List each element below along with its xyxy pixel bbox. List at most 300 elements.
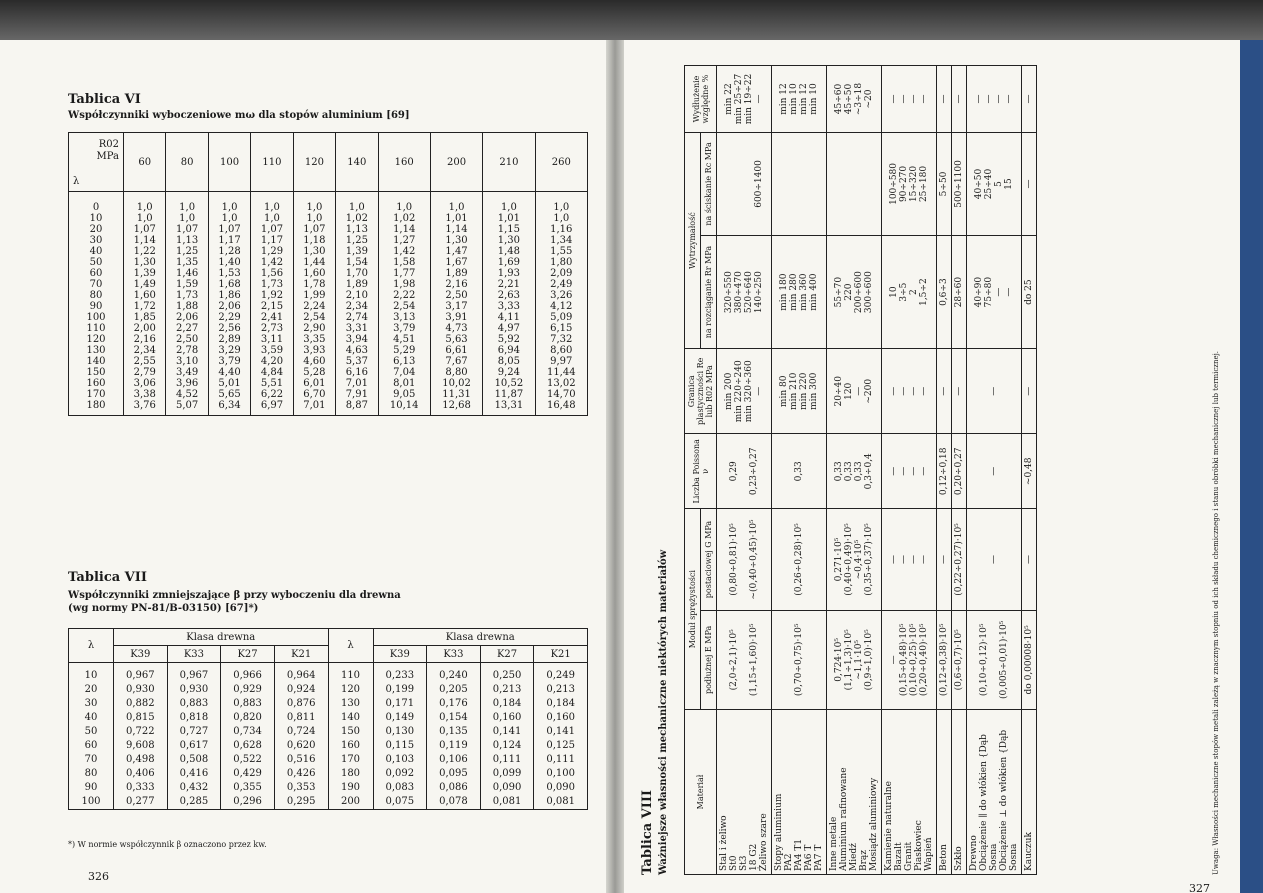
t6-value-cell: 2,50 — [430, 290, 482, 301]
t7-value-cell: 0,429 — [221, 767, 275, 781]
t6-value-cell: 2,00 — [124, 323, 166, 334]
t6-value-cell: 3,93 — [293, 345, 335, 356]
t6-value-cell: 1,34 — [535, 235, 587, 246]
t7-value-cell: 0,160 — [480, 711, 534, 725]
t6-value-cell: 2,34 — [336, 301, 378, 312]
table-viii-note: Uwaga: Własności mechaniczne stopów metali zależą w znacznym stopniu od ich składu chemicznego i stanu obróbki mechanicznej lub termicznej. — [1212, 350, 1220, 875]
left-page — [0, 40, 606, 893]
t6-value-cell: 1,14 — [378, 224, 430, 235]
t8-h-wytrzymalosc: Wytrzymałość — [685, 133, 701, 349]
right-page — [624, 40, 1240, 893]
t6-value-cell: 1,07 — [166, 224, 208, 235]
table-viii — [684, 65, 1037, 875]
t6-value-cell: 1,01 — [430, 213, 482, 224]
t6-value-cell: 3,96 — [166, 378, 208, 389]
t6-value-cell: 8,60 — [535, 345, 587, 356]
t6-col-header: 210 — [483, 133, 535, 192]
t6-value-cell: 1,78 — [293, 279, 335, 290]
t6-value-cell: 7,32 — [535, 334, 587, 345]
t8-material-cell: Drewno Obciążenie ∥ do włókien {Dąb Sosna Obciążenie ⊥ do włókien {Dąb Sosna — [967, 710, 1022, 875]
t8-e-cell: — (0,15÷0,48)·10⁵ (0,10÷0,25)·10⁵ (0,20÷0,40)·10⁵ — [882, 610, 937, 709]
t6-value-cell: 1,0 — [535, 192, 587, 214]
t6-value-cell: 1,48 — [483, 246, 535, 257]
table-row — [69, 268, 588, 279]
t6-value-cell: 2,21 — [483, 279, 535, 290]
t6-value-cell: 8,80 — [430, 367, 482, 378]
table-row — [69, 725, 588, 739]
t8-g-cell: — — [937, 509, 952, 610]
t8-granica-cell: min 80 min 210 min 220 min 300 — [772, 349, 827, 434]
t8-rozciag-cell: 10 3÷5 2 1,5÷2 — [882, 235, 937, 348]
t6-value-cell: 3,31 — [336, 323, 378, 334]
t8-granica-cell: 20÷40 120 — ~200 — [827, 349, 882, 434]
t6-value-cell: 1,14 — [124, 235, 166, 246]
t8-rozciag-cell: 28÷60 — [952, 235, 967, 348]
page-number-right: 327 — [1189, 882, 1210, 893]
t8-poisson-cell: — — [967, 434, 1022, 509]
t7-value-cell: 0,811 — [274, 711, 328, 725]
t6-value-cell: 2,15 — [251, 301, 293, 312]
t6-value-cell: 3,13 — [378, 312, 430, 323]
table-row — [69, 711, 588, 725]
t7-value-cell: 0,295 — [274, 795, 328, 810]
t6-value-cell: 1,27 — [378, 235, 430, 246]
t6-lambda-cell: 10 — [69, 213, 124, 224]
corner-unit: MPa — [96, 151, 119, 162]
t6-value-cell: 1,89 — [430, 268, 482, 279]
t7-lambda-cell: 10 — [69, 663, 114, 684]
t7-lambda-cell: 110 — [328, 663, 373, 684]
t8-e-cell: (0,12÷0,38)·10⁵ — [937, 610, 952, 709]
t8-g-cell: (0,80÷0,81)·10⁵ ~(0,40÷0,45)·10⁵ — [717, 509, 772, 610]
t7-value-cell: 0,095 — [427, 767, 481, 781]
t7-value-cell: 0,734 — [221, 725, 275, 739]
t8-h-granica: Granica plastyczności Re lub R02 MPa — [685, 349, 717, 434]
t6-value-cell: 1,35 — [166, 257, 208, 268]
t6-value-cell: 11,44 — [535, 367, 587, 378]
t6-value-cell: 5,09 — [535, 312, 587, 323]
rotated-table-viii-area — [624, 40, 1240, 893]
table-row — [967, 66, 1022, 875]
table-row — [69, 301, 588, 312]
t7-value-cell: 0,508 — [167, 753, 221, 767]
corner-r02: R02 — [98, 139, 119, 150]
t6-value-cell: 6,97 — [251, 400, 293, 416]
t6-value-cell: 2,10 — [336, 290, 378, 301]
t7-value-cell: 0,722 — [114, 725, 168, 739]
t7-value-cell: 0,250 — [480, 663, 534, 684]
table-row — [827, 66, 882, 875]
t6-value-cell: 1,28 — [208, 246, 250, 257]
t7-value-cell: 0,355 — [221, 781, 275, 795]
t7-value-cell: 0,184 — [534, 697, 588, 711]
t6-value-cell: 1,58 — [378, 257, 430, 268]
t8-h-sciskanie: na ściskanie Rc MPa — [701, 133, 717, 236]
table-row — [69, 334, 588, 345]
t7-value-cell: 0,078 — [427, 795, 481, 810]
t6-value-cell: 1,70 — [336, 268, 378, 279]
t7-value-cell: 0,815 — [114, 711, 168, 725]
table-row — [772, 66, 827, 875]
t8-sciskanie-cell: 600÷1400 — [717, 133, 772, 236]
t8-h-e: podłużnej E MPa — [701, 610, 717, 709]
t6-value-cell: 1,44 — [293, 257, 335, 268]
t8-sciskanie-cell — [772, 133, 827, 236]
t6-value-cell: 2,55 — [124, 356, 166, 367]
t7-value-cell: 0,883 — [221, 697, 275, 711]
t8-granica-cell: — — [952, 349, 967, 434]
t6-lambda-cell: 140 — [69, 356, 124, 367]
table-row — [717, 66, 772, 875]
table-row — [69, 246, 588, 257]
t6-value-cell: 1,86 — [208, 290, 250, 301]
t6-value-cell: 5,92 — [483, 334, 535, 345]
t7-value-cell: 0,924 — [274, 683, 328, 697]
t6-value-cell: 2,63 — [483, 290, 535, 301]
t8-wydluzenie-cell: — — — — — [882, 66, 937, 133]
t6-value-cell: 1,93 — [483, 268, 535, 279]
t6-value-cell: 9,05 — [378, 389, 430, 400]
table-row — [69, 781, 588, 795]
t6-value-cell: 2,06 — [208, 301, 250, 312]
t8-rozciag-cell: 0,6÷3 — [937, 235, 952, 348]
t7-class-header: K33 — [427, 646, 481, 663]
t6-value-cell: 13,02 — [535, 378, 587, 389]
t6-value-cell: 2,09 — [535, 268, 587, 279]
t8-h-modul: Moduł sprężystości — [685, 509, 701, 710]
t6-value-cell: 5,07 — [166, 400, 208, 416]
table-row — [1022, 66, 1037, 875]
t8-e-cell: (0,6÷0,7)·10⁵ — [952, 610, 967, 709]
t8-rozciag-cell: do 25 — [1022, 235, 1037, 348]
t6-lambda-cell: 90 — [69, 301, 124, 312]
t7-class-header: K39 — [373, 646, 427, 663]
t7-value-cell: 0,090 — [534, 781, 588, 795]
t6-value-cell: 1,80 — [535, 257, 587, 268]
t6-value-cell: 1,0 — [378, 192, 430, 214]
t7-value-cell: 0,876 — [274, 697, 328, 711]
t8-g-cell: — — [1022, 509, 1037, 610]
table-vii-title: Tablica VII — [68, 570, 147, 585]
t6-value-cell: 5,37 — [336, 356, 378, 367]
t7-value-cell: 0,967 — [114, 663, 168, 684]
t7-value-cell: 0,199 — [373, 683, 427, 697]
t6-col-header: 120 — [293, 133, 335, 192]
t6-value-cell: 2,90 — [293, 323, 335, 334]
t6-value-cell: 5,29 — [378, 345, 430, 356]
t6-value-cell: 3,26 — [535, 290, 587, 301]
t6-value-cell: 1,0 — [336, 192, 378, 214]
scanner-top-shadow — [0, 0, 1263, 42]
t6-value-cell: 1,30 — [430, 235, 482, 246]
t7-value-cell: 0,171 — [373, 697, 427, 711]
t6-value-cell: 7,04 — [378, 367, 430, 378]
t7-value-cell: 0,075 — [373, 795, 427, 810]
t6-value-cell: 2,54 — [378, 301, 430, 312]
t6-value-cell: 2,78 — [166, 345, 208, 356]
t6-value-cell: 1,25 — [336, 235, 378, 246]
t6-value-cell: 1,17 — [251, 235, 293, 246]
t6-value-cell: 8,87 — [336, 400, 378, 416]
t6-col-header: 260 — [535, 133, 587, 192]
table-vi — [68, 132, 588, 416]
t8-h-g: postaciowej G MPa — [701, 509, 717, 610]
t6-value-cell: 1,30 — [483, 235, 535, 246]
t8-material-cell: Kamienie naturalne Bazalt Granit Piaskowiec Wapień — [882, 710, 937, 875]
t6-value-cell: 3,79 — [208, 356, 250, 367]
background-edge — [1240, 40, 1263, 893]
t6-value-cell: 2,54 — [293, 312, 335, 323]
t7-value-cell: 0,213 — [480, 683, 534, 697]
t7-lambda-cell: 130 — [328, 697, 373, 711]
table-viii-subtitle: Ważniejsze własności mechaniczne niektórych materiałów — [658, 549, 669, 875]
t7-value-cell: 0,930 — [167, 683, 221, 697]
table-vi-subtitle: Współczynniki wyboczeniowe mω dla stopów aluminium [69] — [68, 110, 410, 121]
t8-e-cell: (0,70÷0,75)·10⁵ — [772, 610, 827, 709]
t8-g-cell: — — [967, 509, 1022, 610]
t7-class-header: K21 — [274, 646, 328, 663]
t8-e-cell: (0,10÷0,12)·10⁵ (0,005÷0,01)·10⁵ — [967, 610, 1022, 709]
t6-value-cell: 6,13 — [378, 356, 430, 367]
table-vi-corner — [69, 133, 124, 192]
t8-h-wydluzenie: Wydłużenie względne % — [685, 66, 717, 133]
t8-granica-cell: — — — — — [882, 349, 937, 434]
table-vii-subtitle-2: (wg normy PN-81/B-03150) [67]*) — [68, 603, 259, 614]
t6-value-cell: 11,87 — [483, 389, 535, 400]
t7-class-header: K27 — [221, 646, 275, 663]
t6-value-cell: 2,79 — [124, 367, 166, 378]
t7-lambda-cell: 100 — [69, 795, 114, 810]
t7-class-header: K33 — [167, 646, 221, 663]
table-row — [69, 257, 588, 268]
t7-value-cell: 0,103 — [373, 753, 427, 767]
t6-value-cell: 1,0 — [166, 192, 208, 214]
t6-value-cell: 1,0 — [293, 192, 335, 214]
t7-value-cell: 0,724 — [274, 725, 328, 739]
t8-poisson-cell: 0,29 0,23÷0,27 — [717, 434, 772, 509]
t8-wydluzenie-cell: — — [952, 66, 967, 133]
t6-value-cell: 1,30 — [293, 246, 335, 257]
t6-value-cell: 1,17 — [208, 235, 250, 246]
t6-value-cell: 7,01 — [293, 400, 335, 416]
t7-value-cell: 0,233 — [373, 663, 427, 684]
t6-value-cell: 1,40 — [208, 257, 250, 268]
t6-value-cell: 4,84 — [251, 367, 293, 378]
t8-g-cell: (0,22÷0,27)·10⁵ — [952, 509, 967, 610]
t6-value-cell: 1,0 — [166, 213, 208, 224]
t6-value-cell: 5,65 — [208, 389, 250, 400]
t7-value-cell: 0,818 — [167, 711, 221, 725]
t8-material-cell: Szkło — [952, 710, 967, 875]
t7-class-header: K21 — [534, 646, 588, 663]
t6-value-cell: 7,67 — [430, 356, 482, 367]
t6-value-cell: 1,14 — [430, 224, 482, 235]
t7-group-left: Klasa drewna — [114, 629, 329, 646]
t6-lambda-cell: 30 — [69, 235, 124, 246]
t6-value-cell: 6,16 — [336, 367, 378, 378]
t7-value-cell: 0,820 — [221, 711, 275, 725]
table-row — [69, 224, 588, 235]
t6-value-cell: 1,73 — [251, 279, 293, 290]
table-vii-subtitle: Współczynniki zmniejszające β przy wyboczeniu dla drewna — [68, 590, 401, 601]
table-row — [69, 663, 588, 684]
t6-value-cell: 4,40 — [208, 367, 250, 378]
t8-sciskanie-cell: — — [1022, 133, 1037, 236]
t6-value-cell: 1,68 — [208, 279, 250, 290]
t6-value-cell: 1,0 — [535, 213, 587, 224]
t6-value-cell: 1,77 — [378, 268, 430, 279]
t8-rozciag-cell: 40÷90 75÷80 — — — [967, 235, 1022, 348]
t7-value-cell: 0,333 — [114, 781, 168, 795]
t6-col-header: 80 — [166, 133, 208, 192]
t8-sciskanie-cell: 40÷50 25÷40 5 15 — [967, 133, 1022, 236]
t6-value-cell: 3,11 — [251, 334, 293, 345]
t6-value-cell: 1,0 — [208, 213, 250, 224]
t8-granica-cell: — — [967, 349, 1022, 434]
t7-lambda-cell: 120 — [328, 683, 373, 697]
t7-lambda-cell: 80 — [69, 767, 114, 781]
t8-material-cell: Inne metale Aluminium rafinowane Miedź Brąz Mosiądz aluminiowy — [827, 710, 882, 875]
t6-value-cell: 1,39 — [124, 268, 166, 279]
t6-value-cell: 2,06 — [166, 312, 208, 323]
t6-value-cell: 1,02 — [336, 213, 378, 224]
t8-wydluzenie-cell: min 22 min 25÷27 min 19÷22 — — [717, 66, 772, 133]
t7-lambda-right: λ — [328, 629, 373, 663]
t6-value-cell: 1,72 — [124, 301, 166, 312]
t6-value-cell: 1,89 — [336, 279, 378, 290]
t6-value-cell: 1,01 — [483, 213, 535, 224]
t6-value-cell: 1,46 — [166, 268, 208, 279]
t8-rozciag-cell: min 180 min 280 min 360 min 400 — [772, 235, 827, 348]
table-row — [69, 697, 588, 711]
t6-value-cell: 3,06 — [124, 378, 166, 389]
t6-value-cell: 1,53 — [208, 268, 250, 279]
t8-material-cell: Kauczuk — [1022, 710, 1037, 875]
t6-value-cell: 10,02 — [430, 378, 482, 389]
t7-lambda-cell: 160 — [328, 739, 373, 753]
t8-h-rozciag: na rozciąganie Rr MPa — [701, 235, 717, 348]
t7-lambda-cell: 140 — [328, 711, 373, 725]
t6-lambda-cell: 180 — [69, 400, 124, 416]
t8-e-cell: do 0,00008·10⁵ — [1022, 610, 1037, 709]
t6-value-cell: 1,39 — [336, 246, 378, 257]
t8-material-cell: Beton — [937, 710, 952, 875]
t7-lambda-left: λ — [69, 629, 114, 663]
t6-value-cell: 1,18 — [293, 235, 335, 246]
table-row — [69, 367, 588, 378]
t6-value-cell: 4,11 — [483, 312, 535, 323]
t6-value-cell: 1,0 — [293, 213, 335, 224]
t7-value-cell: 0,353 — [274, 781, 328, 795]
table-row — [69, 290, 588, 301]
t6-value-cell: 1,73 — [166, 290, 208, 301]
t7-lambda-cell: 20 — [69, 683, 114, 697]
t7-value-cell: 0,092 — [373, 767, 427, 781]
table-row — [69, 753, 588, 767]
t6-value-cell: 2,22 — [378, 290, 430, 301]
t6-value-cell: 11,31 — [430, 389, 482, 400]
t6-value-cell: 3,38 — [124, 389, 166, 400]
t8-wydluzenie-cell: min 12 min 10 min 12 min 10 — [772, 66, 827, 133]
t7-lambda-cell: 40 — [69, 711, 114, 725]
t7-value-cell: 0,130 — [373, 725, 427, 739]
t7-value-cell: 0,125 — [534, 739, 588, 753]
t7-value-cell: 0,498 — [114, 753, 168, 767]
t6-value-cell: 5,28 — [293, 367, 335, 378]
t6-value-cell: 10,52 — [483, 378, 535, 389]
t6-value-cell: 1,07 — [124, 224, 166, 235]
t6-value-cell: 12,68 — [430, 400, 482, 416]
t6-value-cell: 5,51 — [251, 378, 293, 389]
t8-granica-cell: — — [1022, 349, 1037, 434]
table-row — [882, 66, 937, 875]
t6-value-cell: 3,94 — [336, 334, 378, 345]
t7-class-header: K39 — [114, 646, 168, 663]
t6-value-cell: 1,22 — [124, 246, 166, 257]
t8-rozciag-cell: 55÷70 220 200÷600 300÷600 — [827, 235, 882, 348]
table-row — [69, 192, 588, 214]
table-row — [69, 323, 588, 334]
t7-value-cell: 0,620 — [274, 739, 328, 753]
t6-value-cell: 1,55 — [535, 246, 587, 257]
t7-value-cell: 0,930 — [114, 683, 168, 697]
table-viii-title: Tablica VIII — [640, 789, 655, 875]
t6-lambda-cell: 100 — [69, 312, 124, 323]
t7-value-cell: 0,090 — [480, 781, 534, 795]
t8-poisson-cell: 0,33 — [772, 434, 827, 509]
t8-wydluzenie-cell: — — [1022, 66, 1037, 133]
t6-value-cell: 1,29 — [251, 246, 293, 257]
t8-material-cell: Stopy aluminium PA2 PA4 T1 PA6 T PA7 T — [772, 710, 827, 875]
t6-value-cell: 6,22 — [251, 389, 293, 400]
t6-value-cell: 1,60 — [124, 290, 166, 301]
t6-col-header: 100 — [208, 133, 250, 192]
t6-lambda-cell: 40 — [69, 246, 124, 257]
t6-value-cell: 1,88 — [166, 301, 208, 312]
t6-value-cell: 16,48 — [535, 400, 587, 416]
t7-value-cell: 0,285 — [167, 795, 221, 810]
t6-value-cell: 3,29 — [208, 345, 250, 356]
t6-lambda-cell: 20 — [69, 224, 124, 235]
t7-value-cell: 0,617 — [167, 739, 221, 753]
t7-lambda-cell: 170 — [328, 753, 373, 767]
t6-lambda-cell: 170 — [69, 389, 124, 400]
t6-lambda-cell: 80 — [69, 290, 124, 301]
t6-value-cell: 8,01 — [378, 378, 430, 389]
t7-value-cell: 0,119 — [427, 739, 481, 753]
t6-value-cell: 9,24 — [483, 367, 535, 378]
t7-lambda-cell: 200 — [328, 795, 373, 810]
t6-value-cell: 6,94 — [483, 345, 535, 356]
t6-value-cell: 14,70 — [535, 389, 587, 400]
t6-value-cell: 1,13 — [336, 224, 378, 235]
t6-value-cell: 1,07 — [208, 224, 250, 235]
t7-value-cell: 0,081 — [480, 795, 534, 810]
t6-value-cell: 1,02 — [378, 213, 430, 224]
t6-value-cell: 7,91 — [336, 389, 378, 400]
t6-value-cell: 5,01 — [208, 378, 250, 389]
t6-value-cell: 1,15 — [483, 224, 535, 235]
t7-value-cell: 0,141 — [534, 725, 588, 739]
t6-value-cell: 6,34 — [208, 400, 250, 416]
t7-value-cell: 0,111 — [534, 753, 588, 767]
t6-lambda-cell: 150 — [69, 367, 124, 378]
page-number-left: 326 — [88, 870, 109, 883]
t6-value-cell: 5,63 — [430, 334, 482, 345]
table-row — [69, 400, 588, 416]
t6-value-cell: 2,89 — [208, 334, 250, 345]
t6-value-cell: 4,12 — [535, 301, 587, 312]
